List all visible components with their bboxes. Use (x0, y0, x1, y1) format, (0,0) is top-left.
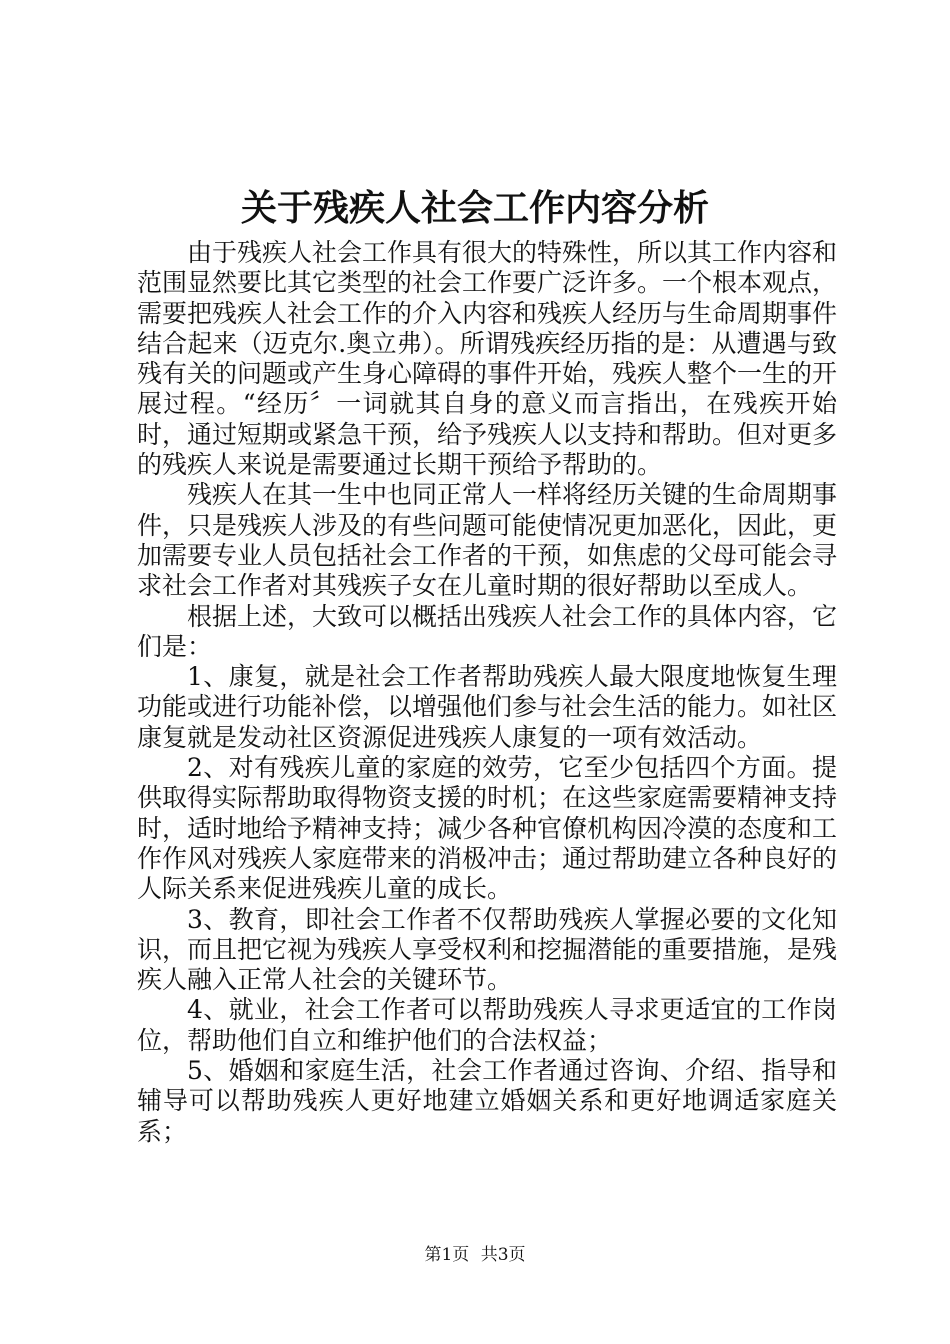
page-footer (0, 1243, 950, 1267)
page-number-current: 第1页 (424, 1245, 470, 1265)
paragraph-item-rehabilitation: 1、康复，就是社会工作者帮助残疾人最大限度地恢复生理功能或进行功能补偿，以增强他们参与社会生活的能力。如社区康复就是发动社区资源促进残疾人康复的一项有效活动。 (137, 662, 838, 752)
document-title: 关于残疾人社会工作内容分析 (240, 187, 709, 229)
paragraph-life-cycle: 残疾人在其一生中也同正常人一样将经历关键的生命周期事件，只是残疾人涉及的有些问题可能使情况更加恶化，因此，更加需要专业人员包括社会工作者的干预，如焦虑的父母可能会寻求社会工作者对其残疾子女在儿童时期的很好帮助以至成人。 (137, 480, 838, 601)
paragraph-item-marriage-family: 5、婚姻和家庭生活，社会工作者通过咨询、介绍、指导和辅导可以帮助残疾人更好地建立婚姻关系和更好地调适家庭关系； (137, 1056, 837, 1146)
paragraph-intro: 由于残疾人社会工作具有很大的特殊性，所以其工作内容和范围显然要比其它类型的社会工作要广泛许多。一个根本观点，需要把残疾人社会工作的介入内容和残疾人经历与生命周期事件结合起来（迈克尔.奥立弗）。所谓残疾经历指的是：从遭遇与致残有关的问题或产生身心障碍的事件开始，残疾人整个一生的开展过程。“经历〞一词就其自身的意义而言指出，在残疾开始时，通过短期或紧急干预，给予残疾人以支持和帮助。但对更多的残疾人来说是需要通过长期干预给予帮助的。 (137, 238, 838, 480)
page-number-total: 共3页 (480, 1245, 526, 1265)
document-body (137, 238, 837, 1147)
paragraph-item-family-service: 2、对有残疾儿童的家庭的效劳，它至少包括四个方面。提供取得实际帮助取得物资支援的时机；在这些家庭需要精神支持时，适时地给予精神支持；减少各种官僚机构因冷漠的态度和工作作风对残疾人家庭带来的消极冲击；通过帮助建立各种良好的人际关系来促进残疾儿童的成长。 (137, 753, 838, 904)
paragraph-summary: 根据上述，大致可以概括出残疾人社会工作的具体内容，它们是： (137, 601, 838, 661)
paragraph-item-employment: 4、就业，社会工作者可以帮助残疾人寻求更适宜的工作岗位，帮助他们自立和维护他们的合法权益； (137, 995, 837, 1055)
paragraph-item-education: 3、教育，即社会工作者不仅帮助残疾人掌握必要的文化知识，而且把它视为残疾人享受权利和挖掘潜能的重要措施，是残疾人融入正常人社会的关键环节。 (137, 904, 838, 995)
